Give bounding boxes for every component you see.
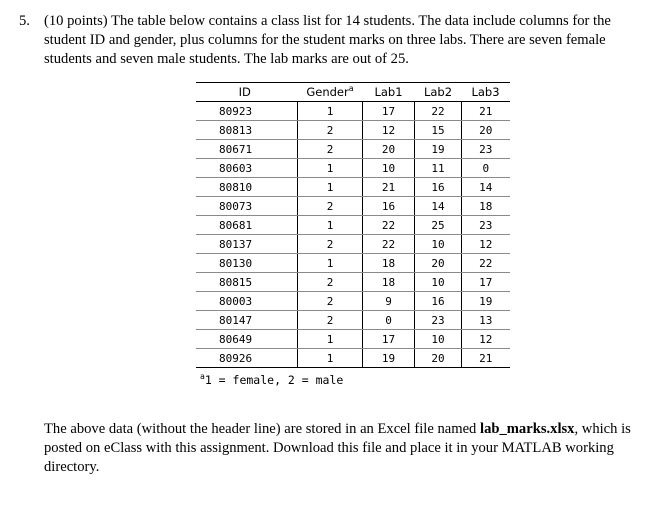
header-gender-footnote-mark: a: [348, 84, 354, 94]
cell-lab2: 25: [415, 216, 462, 235]
cell-lab3: 18: [462, 197, 510, 216]
cell-lab2: 10: [415, 273, 462, 292]
cell-gender: 1: [298, 330, 363, 349]
cell-id: 80003: [196, 292, 298, 311]
table-row: [196, 197, 510, 216]
table-row: [196, 235, 510, 254]
table-row: [196, 216, 510, 235]
cell-lab1: 9: [363, 292, 415, 311]
cell-gender: 1: [298, 349, 363, 368]
cell-lab2: 22: [415, 102, 462, 121]
cell-id: 80671: [196, 140, 298, 159]
excel-filename: lab_marks.xlsx: [480, 421, 575, 437]
table-footnote: [200, 373, 343, 387]
footnote-mark: a: [200, 372, 205, 382]
cell-lab3: 22: [462, 254, 510, 273]
cell-lab3: 14: [462, 178, 510, 197]
cell-gender: 1: [298, 159, 363, 178]
cell-gender: 1: [298, 216, 363, 235]
cell-lab1: 12: [363, 121, 415, 140]
cell-lab1: 22: [363, 216, 415, 235]
header-gender: [298, 83, 363, 102]
cell-id: 80813: [196, 121, 298, 140]
cell-lab2: 20: [415, 254, 462, 273]
cell-lab2: 14: [415, 197, 462, 216]
cell-lab1: 10: [363, 159, 415, 178]
cell-id: 80137: [196, 235, 298, 254]
cell-gender: 2: [298, 140, 363, 159]
cell-lab1: 16: [363, 197, 415, 216]
cell-id: 80926: [196, 349, 298, 368]
cell-lab3: 12: [462, 330, 510, 349]
table-row: [196, 102, 510, 121]
cell-lab3: 20: [462, 121, 510, 140]
problem-statement: [19, 12, 644, 69]
cell-id: 80649: [196, 330, 298, 349]
cell-lab1: 22: [363, 235, 415, 254]
header-lab1: Lab1: [363, 83, 415, 102]
cell-lab3: 17: [462, 273, 510, 292]
cell-id: 80810: [196, 178, 298, 197]
cell-lab3: 19: [462, 292, 510, 311]
cell-lab2: 10: [415, 235, 462, 254]
header-lab3: Lab3: [462, 83, 510, 102]
cell-lab2: 19: [415, 140, 462, 159]
cell-gender: 2: [298, 235, 363, 254]
cell-lab1: 21: [363, 178, 415, 197]
cell-lab1: 19: [363, 349, 415, 368]
cell-gender: 2: [298, 121, 363, 140]
closing-paragraph: [44, 420, 644, 477]
table-body: [196, 102, 510, 368]
footnote-text: 1 = female, 2 = male: [204, 373, 344, 387]
cell-id: 80130: [196, 254, 298, 273]
marks-table: [196, 82, 510, 368]
closing-text-before: The above data (without the header line) are stored in an Excel file named: [44, 421, 481, 437]
header-id: ID: [196, 83, 298, 102]
cell-lab3: 21: [462, 102, 510, 121]
cell-lab1: 18: [363, 273, 415, 292]
cell-lab3: 21: [462, 349, 510, 368]
class-list-table: [196, 82, 510, 368]
cell-id: 80923: [196, 102, 298, 121]
cell-lab3: 12: [462, 235, 510, 254]
table-row: [196, 254, 510, 273]
table-row: [196, 159, 510, 178]
cell-gender: 1: [298, 102, 363, 121]
cell-gender: 2: [298, 273, 363, 292]
cell-gender: 1: [298, 178, 363, 197]
cell-gender: 1: [298, 254, 363, 273]
cell-lab2: 16: [415, 178, 462, 197]
header-lab2: Lab2: [415, 83, 462, 102]
table-row: [196, 330, 510, 349]
cell-lab2: 23: [415, 311, 462, 330]
cell-lab1: 18: [363, 254, 415, 273]
cell-id: 80603: [196, 159, 298, 178]
table-row: [196, 311, 510, 330]
cell-id: 80147: [196, 311, 298, 330]
cell-gender: 2: [298, 292, 363, 311]
table-row: [196, 292, 510, 311]
problem-number: 5.: [19, 13, 30, 29]
closing-text-after: , which is posted on eClass with this assignment. Download this file and place it in your MATLAB working directory.: [44, 421, 631, 475]
table-row: [196, 121, 510, 140]
header-gender-label: Gender: [306, 85, 349, 99]
table-header-row: [196, 83, 510, 102]
cell-lab3: 13: [462, 311, 510, 330]
problem-text: (10 points) The table below contains a class list for 14 students. The data include columns for the student ID and gender, plus columns for the student marks on three labs. There are seven female students and seven male students. The lab marks are out of 25.: [44, 13, 611, 67]
cell-id: 80815: [196, 273, 298, 292]
cell-gender: 2: [298, 197, 363, 216]
table-row: [196, 178, 510, 197]
cell-lab2: 15: [415, 121, 462, 140]
cell-lab2: 11: [415, 159, 462, 178]
cell-lab3: 0: [462, 159, 510, 178]
cell-lab3: 23: [462, 140, 510, 159]
cell-lab1: 0: [363, 311, 415, 330]
cell-lab3: 23: [462, 216, 510, 235]
table-row: [196, 349, 510, 368]
cell-lab2: 20: [415, 349, 462, 368]
cell-id: 80681: [196, 216, 298, 235]
cell-lab1: 17: [363, 330, 415, 349]
table-row: [196, 140, 510, 159]
cell-lab1: 17: [363, 102, 415, 121]
cell-lab1: 20: [363, 140, 415, 159]
table-row: [196, 273, 510, 292]
cell-lab2: 10: [415, 330, 462, 349]
cell-id: 80073: [196, 197, 298, 216]
cell-lab2: 16: [415, 292, 462, 311]
cell-gender: 2: [298, 311, 363, 330]
